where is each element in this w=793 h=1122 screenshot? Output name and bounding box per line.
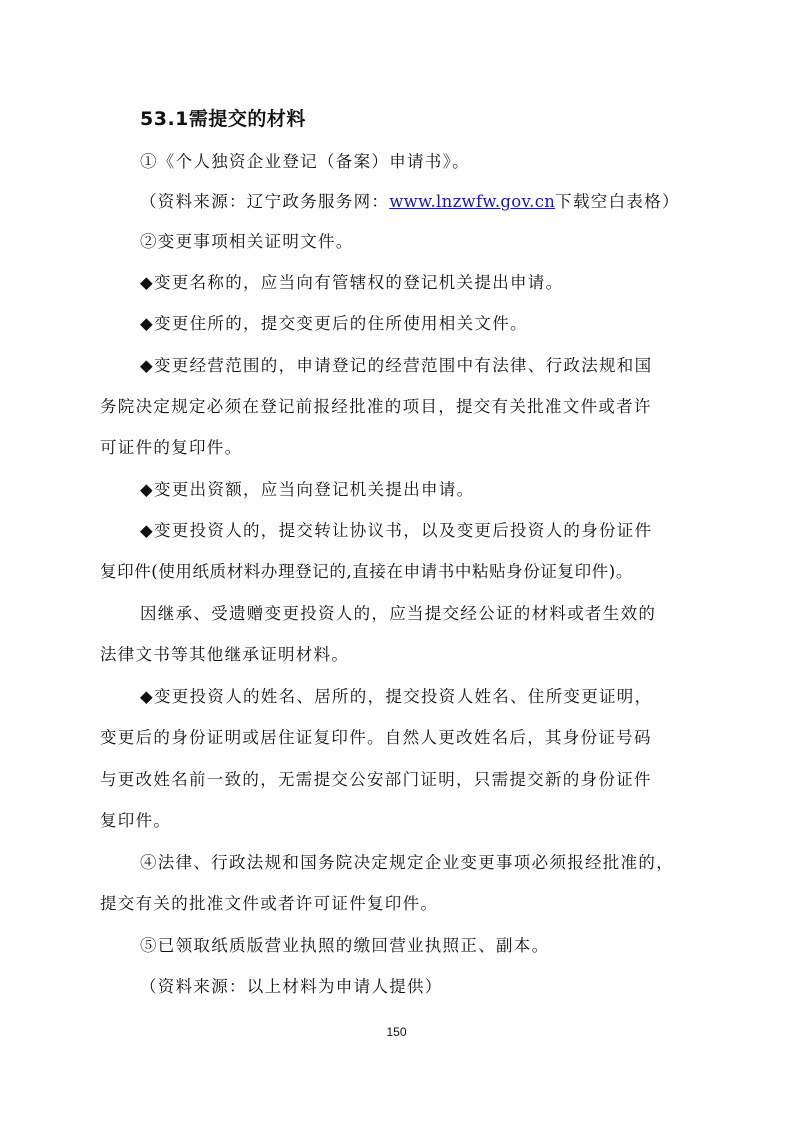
paragraph-line: ②变更事项相关证明文件。 <box>140 232 354 251</box>
paragraph-line: 提交有关的批准文件或者许可证件复印件。 <box>100 894 439 913</box>
section-heading: 53.1需提交的材料 <box>140 108 306 130</box>
paragraph-line: ④法律、行政法规和国务院决定规定企业变更事项必须报经批准的， <box>140 853 674 872</box>
paragraph-line: ⑤已领取纸质版营业执照的缴回营业执照正、副本。 <box>140 936 550 955</box>
paragraph-line: ◆变更投资人的，提交转让协议书，以及变更后投资人的身份证件 <box>140 521 653 540</box>
paragraph-line: ◆变更出资额，应当向登记机关提出申请。 <box>140 480 475 499</box>
paragraph-line: 复印件(使用纸质材料办理登记的,直接在申请书中粘贴身份证复印件)。 <box>100 562 633 581</box>
source-line <box>140 192 680 212</box>
paragraph-line: 变更后的身份证明或居住证复印件。自然人更改姓名后，其身份证号码 <box>100 728 652 747</box>
paragraph-line: 务院决定规定必须在登记前报经批准的项目，提交有关批准文件或者许 <box>100 397 652 416</box>
paragraph-line: 复印件。 <box>100 811 172 830</box>
paragraph-line: ◆变更经营范围的，申请登记的经营范围中有法律、行政法规和国 <box>140 356 653 375</box>
paragraph-line: ◆变更住所的，提交变更后的住所使用相关文件。 <box>140 314 528 333</box>
paragraph-line: 与更改姓名前一致的，无需提交公安部门证明，只需提交新的身份证件 <box>100 770 652 789</box>
source-prefix: （资料来源：辽宁政务服务网： <box>140 192 390 211</box>
paragraph-line: 因继承、受遗赠变更投资人的，应当提交经公证的材料或者生效的 <box>140 604 657 623</box>
paragraph-line: ◆变更名称的，应当向有管辖权的登记机关提出申请。 <box>140 273 564 292</box>
paragraph-line: ◆变更投资人的姓名、居所的，提交投资人姓名、住所变更证明， <box>140 687 653 706</box>
paragraph-line: 法律文书等其他继承证明材料。 <box>100 645 350 664</box>
website-link[interactable]: www.lnzwfw.gov.cn <box>389 192 556 211</box>
paragraph-line: 可证件的复印件。 <box>100 438 243 457</box>
paragraph-line: （资料来源：以上材料为申请人提供） <box>140 977 443 996</box>
source-suffix: 下载空白表格） <box>555 192 680 211</box>
paragraph-line: ①《个人独资企业登记（备案）申请书》。 <box>140 152 470 171</box>
page-number: 150 <box>386 1025 407 1039</box>
